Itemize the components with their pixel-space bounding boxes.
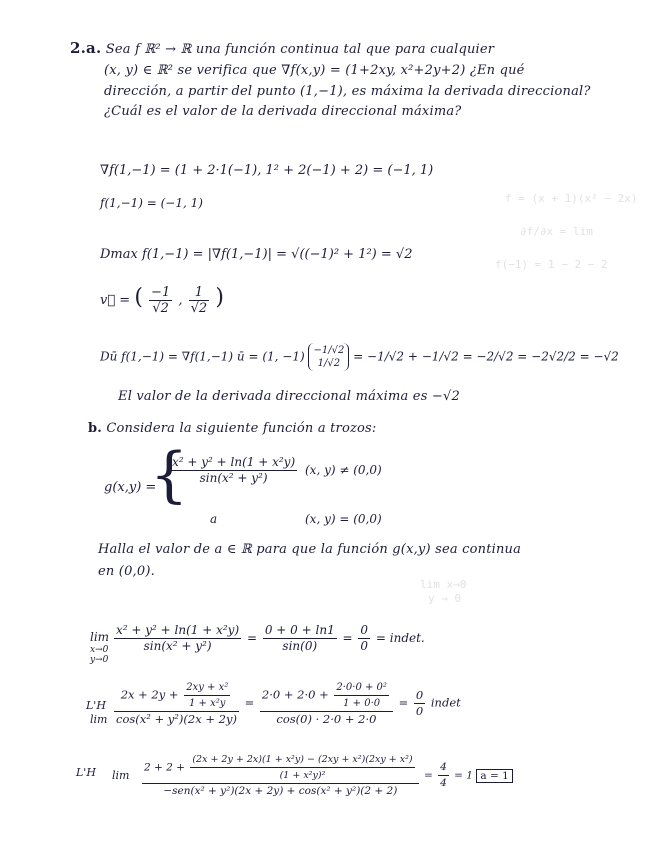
direction-vector: v⃗ = ( $\frac{-1}{√2}$ , $\frac{1}{√2}$ ) xyxy=(100,285,224,316)
lhopital-tag-2: L'H xyxy=(76,766,96,779)
ghost-note: ∂f/∂x = lim xyxy=(520,225,593,238)
part-a-conclusion: El valor de la derivada direccional máxima es −√2 xyxy=(118,389,460,404)
function-value: f(1,−1) = (−1, 1) xyxy=(100,196,203,210)
ghost-note: lim x→0 xyxy=(420,578,467,591)
piecewise-case-1: $\frac{\text{x² + y² + ln(1 + x²y)}}{\text{sin(x² + y²)}}$ xyxy=(172,455,296,485)
unit-vector-column: −1/√2 1/√2 xyxy=(308,343,349,371)
piecewise-brace: { xyxy=(150,440,189,510)
problem-statement-line-2: (x, y) ∈ ℝ² se verifica que ∇f(x,y) = (1+2xy, x²+2y+2) ¿En qué xyxy=(104,63,525,78)
gradient-evaluation: ∇f(1,−1) = (1 + 2·1(−1), 1² + 2(−1) + 2) = (−1, 1) xyxy=(100,163,434,178)
limit-operator-2: lim xyxy=(90,713,108,726)
limit-operator-3: lim xyxy=(112,769,130,782)
ghost-note: y → 0 xyxy=(428,592,462,605)
piecewise-case-1-condition: (x, y) ≠ (0,0) xyxy=(305,463,382,477)
problem-statement-line-4: ¿Cuál es el valor de la derivada direccional máxima? xyxy=(104,104,462,119)
directional-derivative-u: Dū f(1,−1) = ∇f(1,−1) ū = (1, −1) −1/√2 1/√2 = −1/√2 + −1/√2 = −2/√2 = −2√2/2 = −√2 xyxy=(100,345,619,369)
ghost-note: f(−1) = 1 − 2 − 2 xyxy=(495,258,608,271)
g-function-name: g(x,y) = xyxy=(104,480,157,495)
piecewise-case-2: a xyxy=(210,512,218,526)
problem-label: 2.a. xyxy=(70,39,102,57)
part-b-task-line-1: Halla el valor de a ∈ ℝ para que la función g(x,y) sea continua xyxy=(98,542,522,557)
lhopital-1-expression: 2x + 2y + $\frac{\text{2xy + x²}}{\text{1 + x²y}}$ cos(x² + y²)(2x + 2y) = 2·0 + 2·0 + $\frac{\text{2·0·0 + 0²}}{1 + 0\cdot 0}$ cos(0) · 2·0 + 2·0 = $\frac{0}{0}$ indet xyxy=(116,682,461,726)
piecewise-case-2-condition: (x, y) = (0,0) xyxy=(305,512,382,526)
final-answer-box: a = 1 xyxy=(476,769,512,783)
limit-1-expression: $\frac{\text{x² + y² + ln(1 + x²y)}}{\text{sin(x² + y²)}}$ = $\frac{0 + 0 + \ln 1}{\sin(0)}$ = $\frac{0}{0}$ = indet. xyxy=(116,623,425,653)
max-directional-derivative: Dmax f(1,−1) = |∇f(1,−1)| = √((−1)² + 1²) = √2 xyxy=(100,247,413,262)
part-b-intro: b. Considera la siguiente función a trozos: xyxy=(88,421,377,436)
ghost-note: f = (x + 1)(x² − 2x) xyxy=(505,192,638,205)
lhopital-tag-1: L'H xyxy=(86,699,106,712)
problem-statement-line-1: 2.a. Sea f ℝ² → ℝ una función continua tal que para cualquier xyxy=(70,39,495,57)
limit-operator-1: lim x→0 y→0 xyxy=(90,630,110,665)
problem-statement-line-3: dirección, a partir del punto (1,−1), es máxima la derivada direccional? xyxy=(104,84,591,99)
lhopital-2-expression: 2 + 2 + $\frac{\text{(2x + 2y + 2x)(1 + x²y) − (2xy + x²)(2xy + x²)}}{\text{(1 + x²y)²}}$ −sen(x² + y²)(2x + 2y) + cos(x² + y²)(2 + 2) = $\frac{4}{4}$ = 1 a = 1 xyxy=(140,752,513,799)
part-b-task-line-2: en (0,0). xyxy=(98,564,155,579)
